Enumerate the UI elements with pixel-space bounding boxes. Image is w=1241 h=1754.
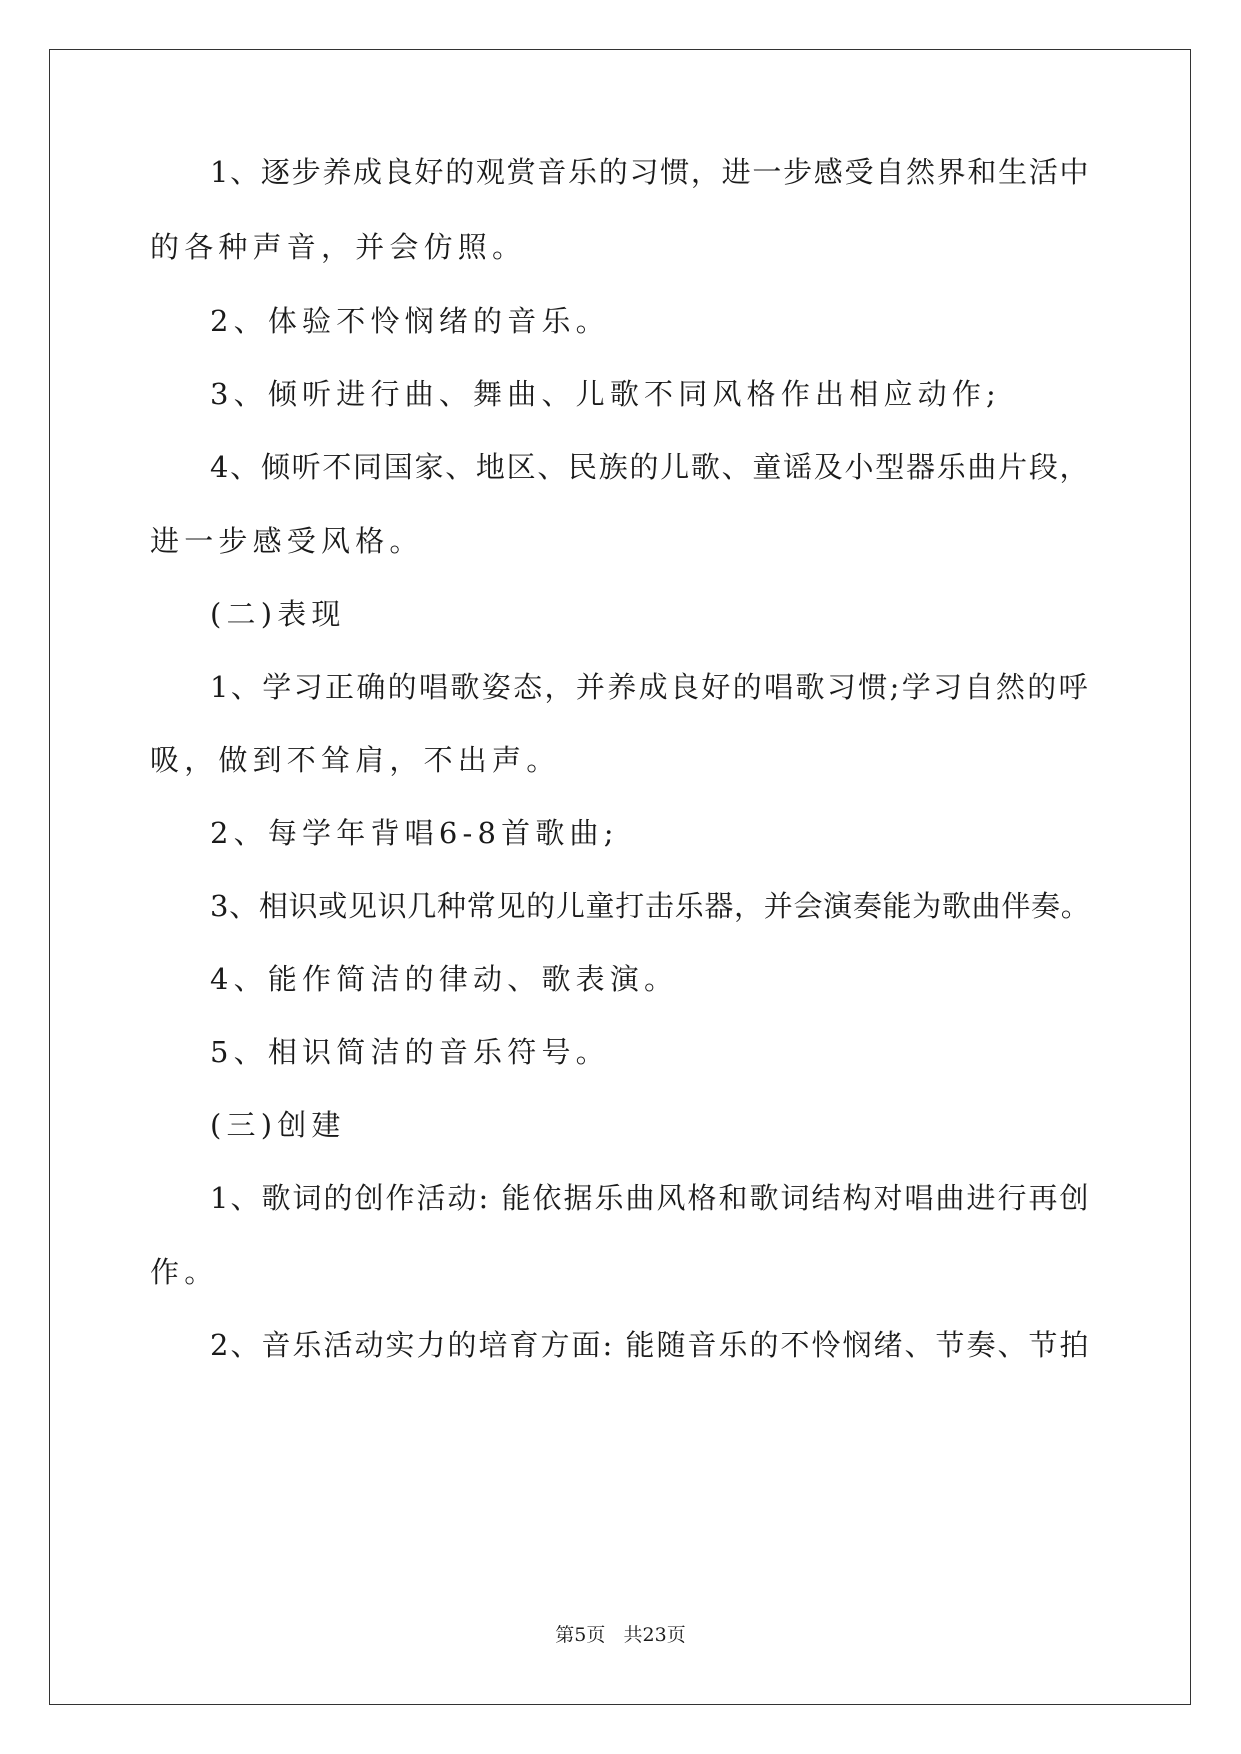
text-line: 4、能作简洁的律动、歌表演。 (210, 962, 679, 996)
text-line: 1、逐步养成良好的观赏音乐的习惯，进一步感受自然界和生活中 (210, 155, 1091, 189)
text-line: 进一步感受风格。 (150, 524, 424, 558)
text-line: 1、歌词的创作活动: 能依据乐曲风格和歌词结构对唱曲进行再创 (210, 1181, 1091, 1215)
text-line: 5、相识简洁的音乐符号。 (210, 1035, 610, 1069)
text-line: 的各种声音，并会仿照。 (150, 230, 527, 264)
text-line: 4、倾听不同国家、地区、民族的儿歌、童谣及小型器乐曲片段， (210, 450, 1091, 484)
text-line: 吸，做到不耸肩，不出声。 (150, 743, 561, 777)
text-line: 3、倾听进行曲、舞曲、儿歌不同风格作出相应动作; (210, 377, 1002, 411)
text-line: 3、相识或见识几种常见的儿童打击乐器，并会演奏能为歌曲伴奏。 (210, 889, 1091, 923)
page-border (49, 49, 1191, 1705)
page-total: 共23页 (623, 1624, 686, 1646)
section-heading: (二)表现 (210, 597, 346, 631)
text-line: 作。 (150, 1255, 219, 1289)
text-line: 1、学习正确的唱歌姿态，并养成良好的唱歌习惯;学习自然的呼 (210, 670, 1091, 704)
text-line: 2、音乐活动实力的培育方面: 能随音乐的不怜悯绪、节奏、节拍 (210, 1328, 1091, 1362)
text-line: 2、每学年背唱6-8首歌曲; (210, 816, 619, 850)
page-number: 第5页 (555, 1624, 606, 1646)
text-line: 2、体验不怜悯绪的音乐。 (210, 304, 610, 338)
page-footer (0, 1620, 1241, 1647)
section-heading: (三)创建 (210, 1108, 346, 1142)
